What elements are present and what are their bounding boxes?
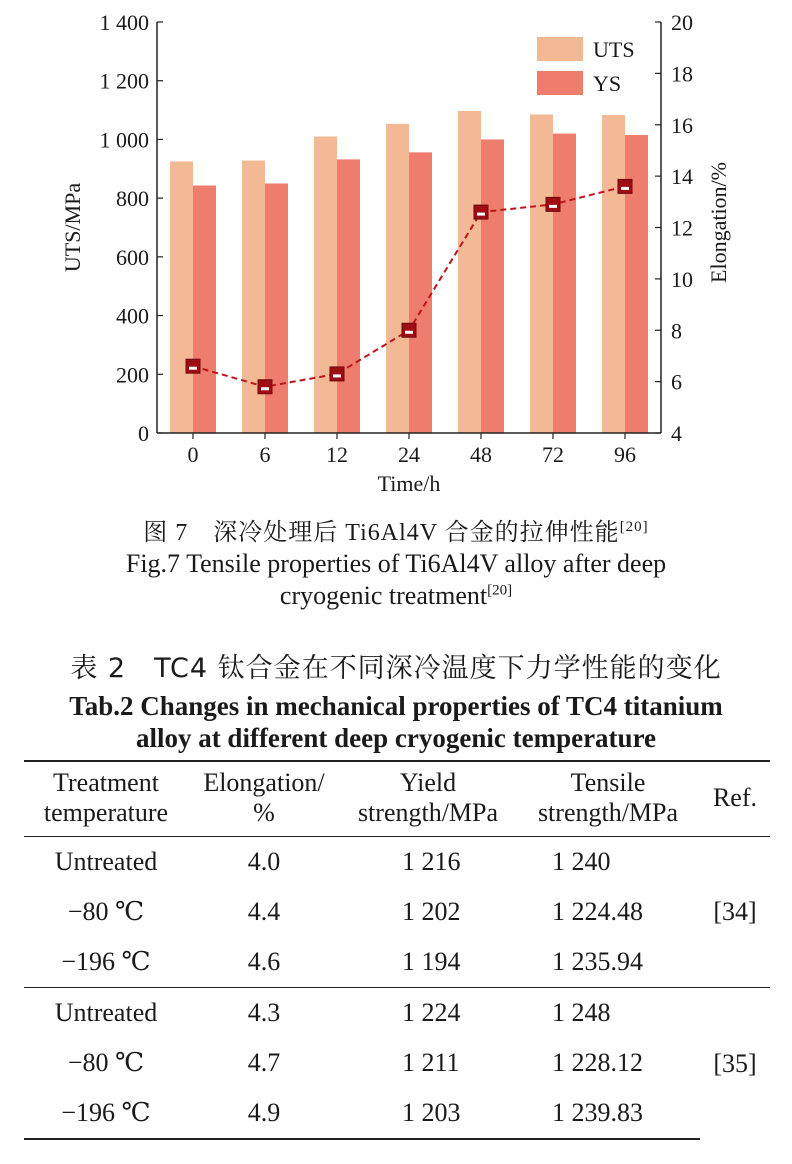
cell-treatment: −196 ℃ xyxy=(61,947,151,976)
cell-elongation: 4.6 xyxy=(247,947,281,976)
cell-tensile: 1 235.94 xyxy=(552,947,643,976)
table-row xyxy=(24,1088,770,1139)
table-title-en-line1: Tab.2 Changes in mechanical properties of TC4 titanium xyxy=(69,691,723,721)
header-elongation xyxy=(188,761,340,837)
cell-yield: 1 211 xyxy=(402,1048,460,1077)
cell-yield: 1 224 xyxy=(340,988,516,1039)
table-title-cn: 表 2 TC4 钛合金在不同深冷温度下力学性能的变化 xyxy=(70,653,722,684)
header-ref xyxy=(700,761,770,837)
header-tensile-l2: strength/MPa xyxy=(537,798,679,827)
cell-elongation: 4.7 xyxy=(247,1048,281,1077)
x-tick-label: 48 xyxy=(470,442,492,467)
elongation-point xyxy=(618,179,632,193)
legend-swatch-uts xyxy=(537,37,583,61)
cell-yield: 1 203 xyxy=(340,1088,516,1139)
elongation-point xyxy=(474,205,488,219)
tensile-chart xyxy=(0,0,792,505)
cell-tensile: 1 240 xyxy=(552,847,611,876)
header-elongation-l2: % xyxy=(253,798,275,827)
y2-axis-label: Elongation/% xyxy=(706,162,731,283)
elongation-point xyxy=(402,323,416,337)
cell-ref: [34] xyxy=(713,897,757,926)
elongation-point-highlight xyxy=(261,387,269,390)
y2-tick-label: 4 xyxy=(671,421,682,446)
table-row xyxy=(24,988,770,1039)
table-title-en xyxy=(0,690,792,754)
table-row xyxy=(24,837,770,888)
cell-treatment: Untreated xyxy=(24,988,188,1039)
cell-yield: 1 202 xyxy=(402,897,461,926)
cell-elongation: 4.3 xyxy=(188,988,340,1039)
cell-yield: 1 194 xyxy=(402,947,461,976)
x-tick-label: 12 xyxy=(326,442,348,467)
table-row xyxy=(24,1038,770,1088)
x-tick-label: 72 xyxy=(542,442,564,467)
y-tick-label: 1 200 xyxy=(99,68,149,94)
cell-tensile: 1 228.12 xyxy=(552,1048,643,1077)
y-tick-label: 200 xyxy=(116,362,149,388)
cell-treatment: Untreated xyxy=(54,847,158,876)
cell-treatment: −80 ℃ xyxy=(67,897,145,926)
cell-yield: 1 216 xyxy=(402,847,461,876)
y2-tick-label: 10 xyxy=(671,266,693,292)
legend-label-ys: YS xyxy=(593,71,622,96)
header-elongation-l1: Elongation/ xyxy=(203,768,325,797)
x-tick-label: 96 xyxy=(614,442,636,467)
figure-caption-cn xyxy=(0,512,792,547)
table-row xyxy=(24,937,770,988)
figure-caption-cn-ref: [20] xyxy=(619,519,649,535)
y-tick-label: 0 xyxy=(138,421,149,446)
bar-uts xyxy=(602,115,625,433)
header-tensile xyxy=(516,761,700,837)
bar-uts xyxy=(530,114,553,433)
properties-table xyxy=(24,760,770,1140)
figure-caption-en-line2-wrap xyxy=(0,580,792,612)
cell-tensile: 1 224.48 xyxy=(552,897,643,926)
figure-caption-en xyxy=(0,548,792,612)
figure-caption-en-ref: [20] xyxy=(487,582,513,599)
header-treatment-l1: Treatment xyxy=(53,768,159,797)
bar-ys xyxy=(265,183,288,433)
x-tick-label: 24 xyxy=(398,442,420,467)
y-tick-label: 1 000 xyxy=(99,127,149,153)
y2-tick-label: 20 xyxy=(671,10,693,35)
header-yield-l1: Yield xyxy=(399,768,457,797)
elongation-point xyxy=(186,359,200,373)
elongation-point-highlight xyxy=(621,187,629,190)
y-tick-label: 600 xyxy=(116,244,149,270)
elongation-point-highlight xyxy=(477,213,485,216)
y-tick-label: 400 xyxy=(116,303,149,329)
elongation-point xyxy=(330,367,344,381)
header-yield xyxy=(340,761,516,837)
bar-ys xyxy=(481,139,504,433)
bar-uts xyxy=(386,124,409,433)
x-tick-label: 0 xyxy=(187,442,199,467)
bar-ys xyxy=(193,186,216,433)
header-yield-l2: strength/MPa xyxy=(357,798,499,827)
elongation-point xyxy=(546,197,560,211)
cell-elongation: 4.9 xyxy=(188,1088,340,1139)
table-header-row xyxy=(24,761,770,837)
y2-tick-label: 12 xyxy=(671,215,693,241)
elongation-point-highlight xyxy=(405,331,413,334)
header-ref-l1: Ref. xyxy=(712,783,758,812)
cell-tensile: 1 248 xyxy=(516,988,700,1039)
y2-tick-label: 14 xyxy=(671,164,693,190)
header-treatment-l2: temperature xyxy=(43,798,169,827)
legend-label-uts: UTS xyxy=(593,37,635,62)
x-axis-label: Time/h xyxy=(377,471,441,496)
bar-uts xyxy=(458,111,481,433)
legend-swatch-ys xyxy=(537,71,583,95)
elongation-point-highlight xyxy=(549,205,557,208)
bar-uts xyxy=(170,161,193,433)
elongation-point xyxy=(258,380,272,394)
x-tick-label: 6 xyxy=(259,442,271,467)
y-tick-label: 800 xyxy=(116,186,149,212)
cell-treatment: −80 ℃ xyxy=(67,1048,145,1077)
y-tick-label: 1 400 xyxy=(99,10,149,35)
bar-ys xyxy=(553,134,576,433)
elongation-point-highlight xyxy=(189,367,197,370)
bar-ys xyxy=(337,159,360,433)
figure-caption-cn-text: 图 7 深冷处理后 Ti6Al4V 合金的拉伸性能 xyxy=(143,520,620,546)
cell-elongation: 4.4 xyxy=(247,897,281,926)
figure-caption-en-line1: Fig.7 Tensile properties of Ti6Al4V alloy after deep xyxy=(125,549,667,578)
y2-tick-label: 16 xyxy=(671,112,693,138)
elongation-point-highlight xyxy=(333,374,341,377)
table-title-en-line2: alloy at different deep cryogenic temperature xyxy=(135,723,657,753)
header-tensile-l1: Tensile xyxy=(570,768,646,797)
y-axis-label: UTS/MPa xyxy=(60,182,85,273)
cell-tensile: 1 239.83 xyxy=(516,1088,700,1139)
cell-treatment: −196 ℃ xyxy=(24,1088,188,1139)
y2-tick-label: 18 xyxy=(671,61,693,87)
bar-ys xyxy=(409,152,432,433)
bar-uts xyxy=(314,136,337,433)
y2-tick-label: 8 xyxy=(671,318,682,344)
cell-elongation: 4.0 xyxy=(247,847,281,876)
y2-tick-label: 6 xyxy=(671,369,682,395)
figure-caption-en-line2: cryogenic treatment xyxy=(279,581,488,610)
cell-ref: [35] xyxy=(700,988,770,1140)
header-treatment xyxy=(24,761,188,837)
table-row xyxy=(24,887,770,937)
